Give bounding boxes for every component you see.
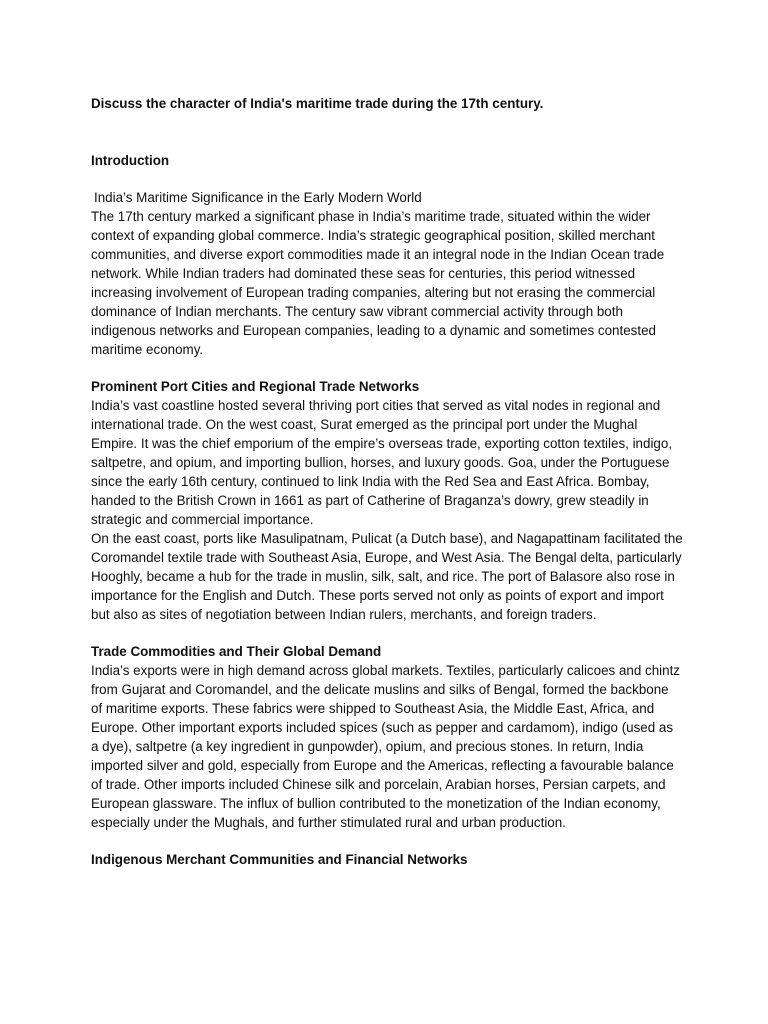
document-title: Discuss the character of India's maritime trade during the 17th century. [91,96,544,111]
section-spacer [91,624,683,642]
commodities-paragraph: India’s exports were in high demand across global markets. Textiles, particularly calicoes and chintz from Gujarat and Coromandel, and the delicate muslins and silks of Bengal, formed the backbone of maritime exports. These fabrics were shipped to Southeast Asia, the Middle East, Africa, and Europe. Other important exports included spices (such as pepper and cardamom), indigo (used as a dye), saltpetre (a key ingredient in gunpowder), opium, and precious stones. In return, India imported silver and gold, especially from Europe and the Americas, reflecting a favourable balance of trade. Other imports included Chinese silk and porcelain, Arabian horses, Persian carpets, and European glassware. The influx of bullion contributed to the monetization of the Indian economy, especially under the Mughals, and further stimulated rural and urban production. [91,663,680,830]
section-spacer [91,359,683,377]
ports-paragraph-west-coast: India’s vast coastline hosted several thriving port cities that served as vital nodes in regional and international trade. On the west coast, Surat emerged as the principal port under the Mughal Empire. It was the chief emporium of the empire’s overseas trade, exporting cotton textiles, indigo, saltpetre, and opium, and importing bullion, horses, and luxury goods. Goa, under the Portuguese since the early 16th century, continued to link India with the Red Sea and East Africa. Bombay, handed to the British Crown in 1661 as part of Catherine of Braganza’s dowry, grew steadily in strategic and commercial importance. [91,398,673,527]
document-page [91,94,683,869]
intro-subheading: India’s Maritime Significance in the Early Modern World [94,190,422,205]
intro-paragraph: The 17th century marked a significant phase in India’s maritime trade, situated within the wider context of expanding global commerce. India’s strategic geographical position, skilled merchant communities, and diverse export commodities made it an integral node in the Indian Ocean trade network. While Indian traders had dominated these seas for centuries, this period witnessed increasing involvement of European trading companies, altering but not erasing the commercial dominance of Indian merchants. The century saw vibrant commercial activity through both indigenous networks and European companies, leading to a dynamic and sometimes contested maritime economy. [91,209,665,357]
section-heading-ports: Prominent Port Cities and Regional Trade Networks [91,379,420,394]
section-spacer [91,832,683,850]
section-heading-commodities: Trade Commodities and Their Global Demand [91,644,382,659]
ports-paragraph-east-coast: On the east coast, ports like Masulipatnam, Pulicat (a Dutch base), and Nagapattinam facilitated the Coromandel textile trade with Southeast Asia, Europe, and West Asia. The Bengal delta, particularly Hooghly, became a hub for the trade in muslin, silk, salt, and rice. The port of Balasore also rose in importance for the English and Dutch. These ports served not only as points of export and import but also as sites of negotiation between Indian rulers, merchants, and foreign traders. [91,531,683,622]
section-heading-introduction: Introduction [91,153,170,168]
section-heading-merchants: Indigenous Merchant Communities and Financial Networks [91,852,468,867]
